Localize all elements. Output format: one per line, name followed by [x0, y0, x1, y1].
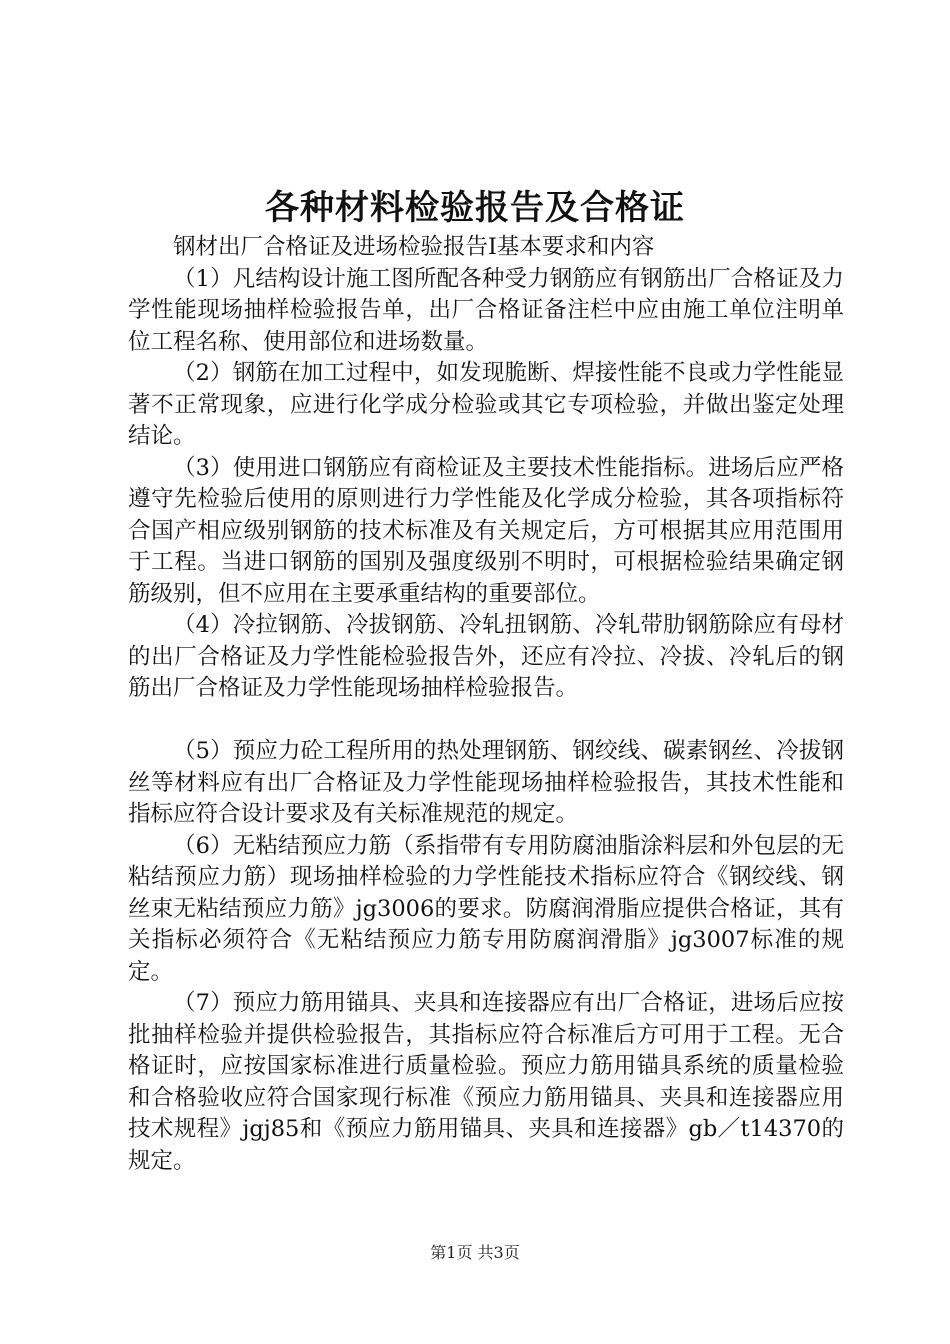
paragraph-item-3: （3）使用进口钢筋应有商检证及主要技术性能指标。进场后应严格遵守先检验后使用的原则进行力学性能及化学成分检验，其各项指标符合国产相应级别钢筋的技术标准及有关规定后，方可根据其应用范围用于工程。当进口钢筋的国别及强度级别不明时，可根据检验结果确定钢筋级别，但不应用在主要承重结构的重要部位。	[128, 454, 844, 607]
document-body	[128, 232, 844, 1177]
document-title: 各种材料检验报告及合格证	[265, 188, 685, 228]
paragraph-item-6: （6）无粘结预应力筋（系指带有专用防腐油脂涂料层和外包层的无粘结预应力筋）现场抽样检验的力学性能技术指标应符合《钢绞线、钢丝束无粘结预应力筋》jg3006的要求。防腐润滑脂应提供合格证，其有关指标必须符合《无粘结预应力筋专用防腐润滑脂》jg3007标准的规定。	[128, 832, 844, 985]
paragraph-item-1: （1）凡结构设计施工图所配各种受力钢筋应有钢筋出厂合格证及力学性能现场抽样检验报告单，出厂合格证备注栏中应由施工单位注明单位工程名称、使用部位和进场数量。	[128, 265, 844, 355]
paragraph-item-7: （7）预应力筋用锚具、夹具和连接器应有出厂合格证，进场后应按批抽样检验并提供检验报告，其指标应符合标准后方可用于工程。无合格证时，应按国家标准进行质量检验。预应力筋用锚具系统的质量检验和合格验收应符合国家现行标准《预应力筋用锚具、夹具和连接器应用技术规程》jgj85和《预应力筋用锚具、夹具和连接器》gb／t14370的规定。	[128, 990, 844, 1174]
page-footer: 第1页 共3页	[430, 1243, 520, 1262]
paragraph-item-4: （4）冷拉钢筋、冷拔钢筋、冷轧扭钢筋、冷轧带肋钢筋除应有母材的出厂合格证及力学性能检验报告外，还应有冷拉、冷拔、冷轧后的钢筋出厂合格证及力学性能现场抽样检验报告。	[128, 612, 844, 701]
section-heading: 钢材出厂合格证及进场检验报告Ⅰ基本要求和内容	[173, 234, 655, 260]
paragraph-item-2: （2）钢筋在加工过程中，如发现脆断、焊接性能不良或力学性能显著不正常现象，应进行化学成分检验或其它专项检验，并做出鉴定处理结论。	[128, 360, 844, 449]
paragraph-item-5: （5）预应力砼工程所用的热处理钢筋、钢绞线、碳素钢丝、冷拔钢丝等材料应有出厂合格证及力学性能现场抽样检验报告，其技术性能和指标应符合设计要求及有关标准规范的规定。	[128, 738, 844, 827]
